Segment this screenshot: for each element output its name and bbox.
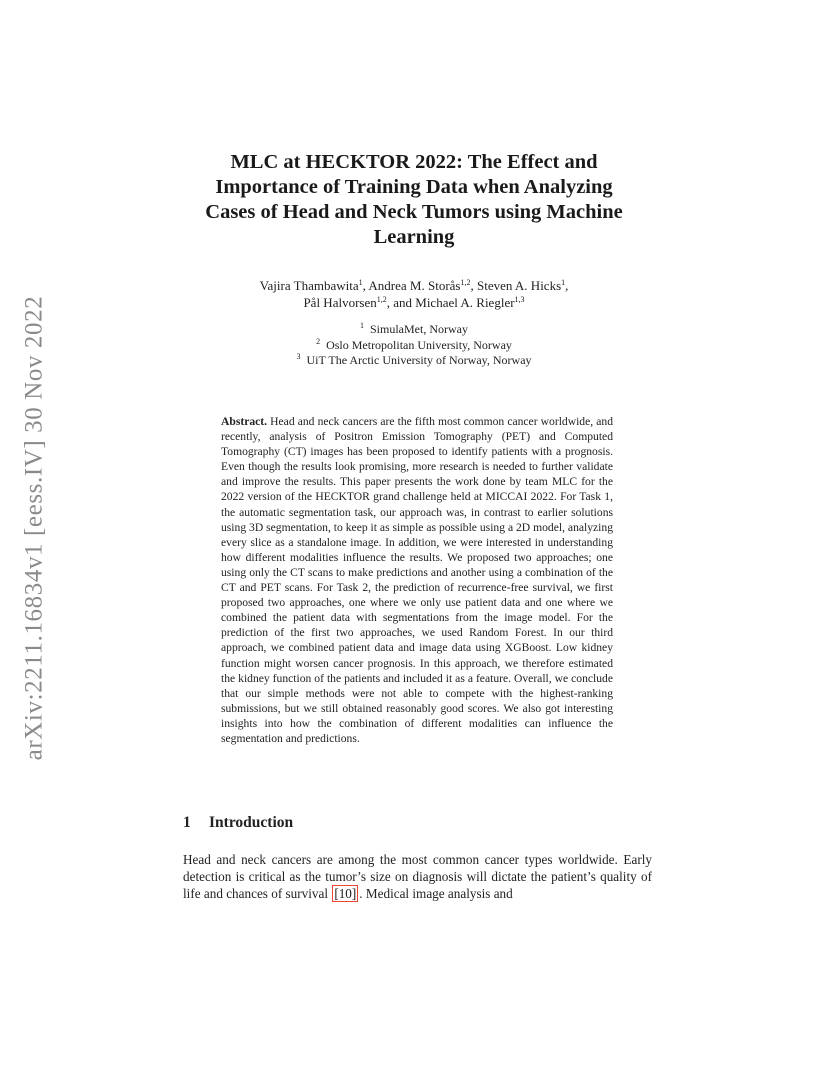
abstract [221,414,613,746]
introduction-paragraph [183,851,652,903]
arxiv-identifier-text: arXiv:2211.16834v1 [eess.IV] 30 Nov 2022 [20,295,47,761]
affiliation-number: 1 [360,321,364,330]
affiliation-name: UiT The Arctic University of Norway, Norway [306,353,532,367]
affiliation-item [160,322,668,338]
author-affiliation-mark: 1 [358,278,363,287]
abstract-label: Abstract. [221,415,268,428]
author-name: Andrea M. Storås [368,278,461,293]
affiliation-item [160,338,668,354]
affiliation-name: Oslo Metropolitan University, Norway [326,337,512,352]
section-title: Introduction [209,814,294,831]
abstract-text: Head and neck cancers are the fifth most common cancer worldwide, and recently, analysis of Positron Emission Tomography (PET) and Computed Tomography (CT) images has been proposed to identify patients with a prognosis. Even though the results look promising, more research is needed to further validate and improve the results. This paper presents the work done by team MLC for the 2022 version of the HECKTOR grand challenge held at MICCAI 2022. For Task 1, the automatic segmentation task, our approach was, in contrast to earlier solutions using 3D segmentation, to keep it as simple as possible using a 2D model, analyzing every slice as a standalone image. In addition, we were interested in understanding how different modalities influence the results. We proposed two approaches; one using only the CT scans to make predictions and another using a combination of the CT and PET scans. For Task 2, the prediction of recurrence-free survival, we first proposed two approaches, one where we only use patient data and one where we combined the patient data with segmentations from the image model. For the prediction of the first two approaches, we used Random Forest. In our third approach, we combined patient data and image data using XGBoost. Low kidney function might worsen cancer prognosis. In this approach, we therefore estimated the kidney function of the patients and included it as a feature. Overall, we conclude that our simple methods were not able to compete with the highest-ranking submissions, but we still obtained reasonably good scores. We also got interesting insights into how the combination of different modalities can influence the segmentation and predictions. [221,415,613,745]
intro-text: Head and neck cancers are among the most common cancer types worldwide. Early detection is critical as the tumor’s size on diagnosis will dictate the patient’s quality of life and chances of survival [183,852,652,902]
title-line: Learning [373,226,455,248]
author-name: Michael A. Riegler [415,295,515,310]
affiliation-list [160,322,668,369]
abstract-paragraph [221,414,613,746]
title-line: Importance of Training Data when Analyzing [215,176,613,198]
title-line: MLC at HECKTOR 2022: The Effect and [230,151,598,173]
paper-title [160,150,668,250]
author-list: Vajira Thambawita$^1$, Andrea M. Storås$^{1,2}$, Steven A. Hicks$^1$, Pål Halvorsen$^{1,2}$, and Michael A. Riegler$^{1,3}$ [259,278,569,310]
author-name: Vajira Thambawita [259,278,359,293]
author-name: Steven A. Hicks [477,278,562,293]
section-heading-introduction [183,814,293,832]
author-affiliation-mark: 1,2 [460,278,471,287]
affiliation-number: 3 [296,352,301,361]
arxiv-identifier-stamp [14,278,54,778]
author-affiliation-mark: 1,2 [376,295,387,304]
author-name: Pål Halvorsen [303,295,377,310]
citation-link[interactable]: [10] [334,886,357,902]
author-affiliation-mark: 1,3 [514,295,525,304]
title-line: Cases of Head and Neck Tumors using Machine [205,201,623,223]
author-conjunction: and [393,295,413,310]
affiliation-name: SimulaMet, Norway [370,322,468,336]
author-affiliation-mark: 1 [561,278,566,287]
section-number: 1 [183,814,191,831]
intro-text-continued: . Medical image analysis and [359,886,513,902]
affiliation-number: 2 [316,336,321,346]
affiliation-item [160,353,668,369]
